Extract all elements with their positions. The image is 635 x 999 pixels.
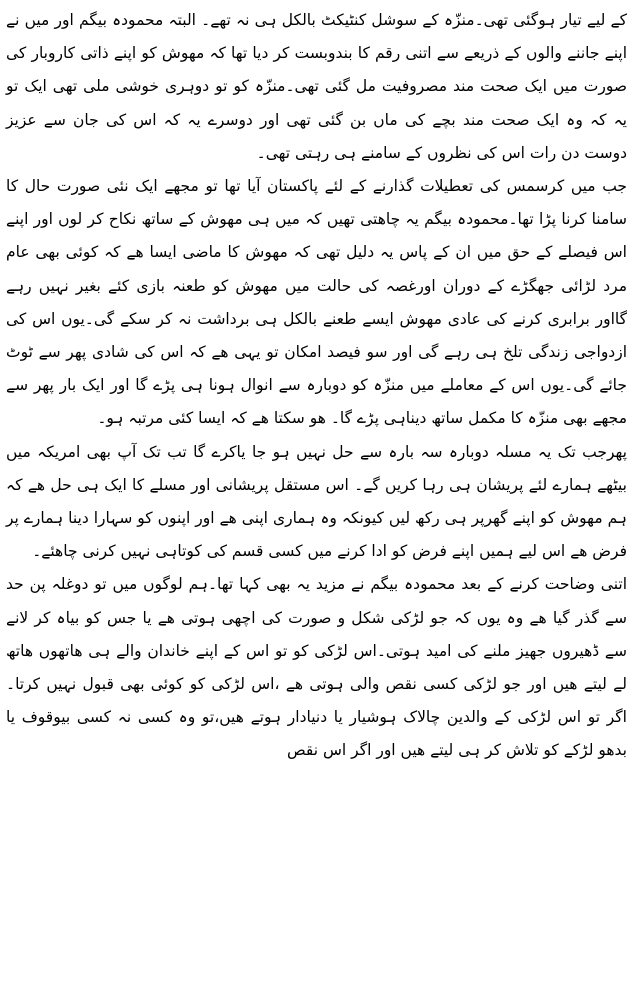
paragraph-2: جب میں کرسمس کی تعطیلات گذارنے کے لئے پاکستان آیا تھا تو مجھے ایک نئی صورت حال کا سامنا کرنا پڑا تھا۔محمودہ بیگم یہ چاھتی تھیں کہ میں ہی مھوش کے ساتھ نکاح کر لوں اور اپنے اس فیصلے کے حق میں ان کے پاس یہ دلیل تھی کہ مھوش کا ماضی ایسا ھے کہ کوئی بھی عام مرد لڑائی جھگڑے کے دوران اورغصہ کی حالت میں مھوش کو طعنہ بازی کئے بغیر نہیں رہے گااور برابری کرنے کی عادی مھوش ایسے طعنے بالکل ہی برداشت نہ کر سکے گی۔یوں اس کی ازدواجی زندگی تلخ ہی رہے گی اور سو فیصد امکان تو یہی ھے کہ اس کی شادی پھر سے ٹوٹ جائے گی۔یوں اس کے معاملے میں منزّہ کو دوبارہ سے انوال ہونا ہی پڑے گا اور ایک بار پھر سے مجھے بھی منزّہ کا مکمل ساتھ دیناہی پڑے گا۔ ھو سکتا ھے کہ ایسا کئی مرتبہ ہو۔ <box>6 177 627 428</box>
paragraph-1: کے لیے تیار ہوگئی تھی۔منزّہ کے سوشل کنٹیکٹ بالکل ہی نہ تھے۔ البتہ محمودہ بیگم اور میں نے اپنے جاننے والوں کے ذریعے سے اتنی رقم کا بندوبست کر دیا تھا کہ مھوش کو اپنے ذاتی کاروبار کی صورت میں ایک صحت مند مصروفیت مل گئی تھی۔منزّہ کو تو دوہری خوشی ملی تھی ایک تو یہ کہ وہ ایک صحت مند بچے کی ماں بن گئی تھی اور دوسرے یہ کہ اس کی جان سے عزیز دوست دن رات اس کی نظروں کے سامنے ہی رہتی تھی۔ <box>6 11 627 162</box>
paragraph-3: پھرجب تک یہ مسلہ دوبارہ سہ بارہ سے حل نہیں ہو جا یاکرے گا تب تک آپ بھی امریکہ میں بیٹھے ہمارے لئے پریشان ہی رہا کریں گے۔ اس مستقل پریشانی اور مسلے کا ایک ہی حل ھے کہ ہم مھوش کو اپنے گھرپر ہی رکھ لیں کیونکہ وہ ہماری اپنی ھے اور اپنوں کو سہارا دینا ہمارے پر فرض ھے اس لیے ہمیں اپنے فرض کو ادا کرنے میں کسی قسم کی کوتاہی نہیں کرنی چاھئے۔ <box>6 442 627 561</box>
paragraph-4: اتنی وضاحت کرنے کے بعد محمودہ بیگم نے مزید یہ بھی کہا تھا۔ہم لوگوں میں تو دوغلہ پن حد سے گذر گیا ھے وہ یوں کہ جو لڑکی شکل و صورت کی اچھی ہوتی ھے یا جس کو بیاہ کر لانے سے ڈھیروں جھیز ملنے کی امید ہوتی۔اس لڑکی کو تو اس کے اپنے خاندان والے ہی ھاتھوں ھاتھ لے لیتے ھیں اور جو لڑکی کسی نقص والی ہوتی ھے ،اس لڑکی کو کوئی بھی قبول نہیں کرتا۔ اگر تو اس لڑکی کے والدین چالاک ہوشیار یا دنیادار ہوتے ھیں،تو وہ کسی نہ کسی بیوقوف یا بدھو لڑکے کو تلاش کر ہی لیتے ھیں اور اگر اس نقص <box>6 575 627 760</box>
urdu-text-body <box>6 4 627 768</box>
